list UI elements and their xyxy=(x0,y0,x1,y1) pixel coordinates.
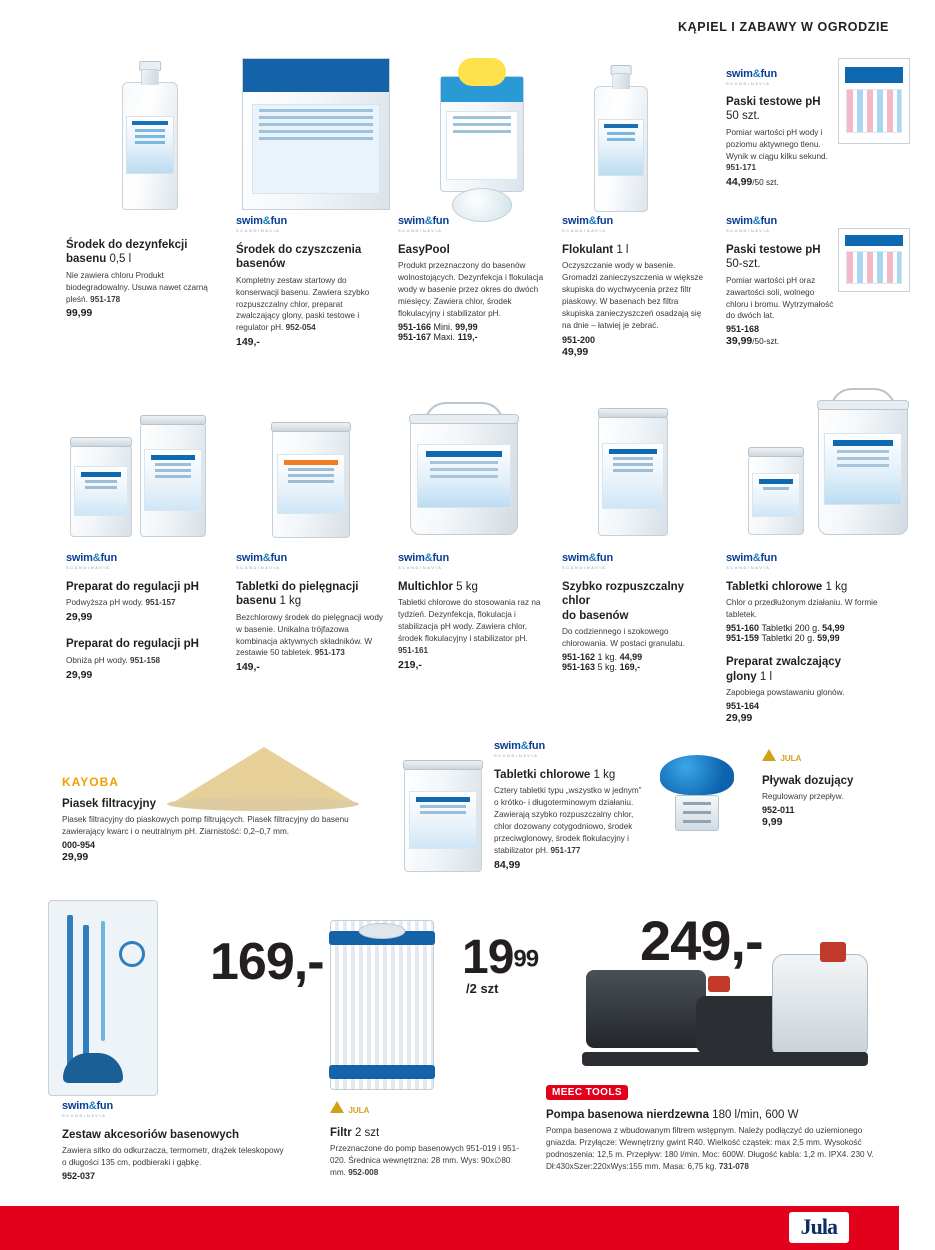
product-description: Zapobiega powstawaniu glonów. xyxy=(726,687,845,697)
product-title: Preparat do regulacji pH xyxy=(66,581,199,593)
product-price: 29,99 xyxy=(62,851,89,864)
footer-corner xyxy=(899,1206,935,1250)
product-block-szybki-chlor xyxy=(562,552,712,672)
brand-logo-swim-fun: swim&fun SCANDINAVIA xyxy=(236,552,287,570)
product-title: Tabletki do pielęgnacji basenu 1 kg xyxy=(236,581,359,608)
brand-logo-swim-fun: swim&fun SCANDINAVIA xyxy=(398,552,449,570)
product-block-flokulant xyxy=(562,215,712,358)
product-price: 219,- xyxy=(398,658,422,671)
product-title: Środek do czyszczenia basenów xyxy=(236,244,362,271)
product-block-tabletki-pielegnacja xyxy=(236,552,386,673)
product-article: 951-168 xyxy=(726,324,760,335)
product-price: 9,99 xyxy=(762,816,783,829)
brand-logo-jula-small: JULA xyxy=(762,748,902,766)
product-price: 44,99/50 szt. xyxy=(726,176,779,189)
product-description: Oczyszczanie wody w basenie. Gromadzi zanieczyszczenia w większe skupiska do wychwycenia przez filtr piaskowy. W basenach bez filtra skupiska zanieczyszczeń osadzają się na dnie – łatwiej je zebrać. xyxy=(562,261,704,330)
brand-logo-swim-fun: swim&fun SCANDINAVIA xyxy=(726,68,777,86)
product-price: 149,- xyxy=(236,661,260,674)
product-image-tabletki-chlorowe xyxy=(748,395,908,537)
product-price: 49,99 xyxy=(562,345,589,358)
product-description: Cztery tabletki typu „wszystko w jednym” o krótko- i długoterminowym działaniu. Zawierają szybko rozpuszczalny chlor, chlor dozowany cotygodniowo, środek przeciwglonowy, środek flokulacyjny i stabilizator pH. 951-177 xyxy=(494,786,642,855)
product-title: Pływak dozujący xyxy=(762,775,854,787)
brand-logo-swim-fun: swim&fun SCANDINAVIA xyxy=(562,552,613,570)
product-description: Do codziennego i szokowego chlorowania. W postaci granulatu. xyxy=(562,627,685,649)
page-number: 33 xyxy=(874,1217,895,1237)
product-image-czyszczenie xyxy=(242,58,390,210)
brand-logo-swim-fun: swim&fun SCANDINAVIA xyxy=(66,552,117,570)
page-title: KĄPIEL I ZABAWY W OGRODZIE xyxy=(678,20,889,34)
product-price: 99,99 xyxy=(66,307,93,320)
price-pompa: 249,- xyxy=(640,909,763,972)
product-description: Przeznaczone do pomp basenowych 951-019 i 951-020. Średnica wewnętrzna: 28 mm. Wys: 90x∅80 mm. 952-008 xyxy=(330,1144,519,1178)
product-description: Zawiera sitko do odkurzacza, termometr, drążek teleskopowy o długości 135 cm, podbieraki i gąbkę. xyxy=(62,1146,284,1168)
product-title: Multichlor 5 kg xyxy=(398,581,478,593)
product-price: 29,99 xyxy=(66,611,93,624)
product-price-line: 951-167 Maxi. 119,- xyxy=(398,331,478,342)
product-price-line: 951-159 Tabletki 20 g. 59,99 xyxy=(726,633,840,644)
brand-logo-swim-fun: swim&fun SCANDINAVIA xyxy=(62,1100,113,1118)
price-filtr: 1999 /2 szt xyxy=(462,931,539,996)
product-block-regulacja-ph-157 xyxy=(66,552,216,681)
product-article: 952-037 xyxy=(62,1171,96,1182)
product-title: Preparat do regulacji pH xyxy=(66,638,199,651)
brand-logo-swim-fun: swim&fun SCANDINAVIA xyxy=(398,215,449,233)
product-title: Zestaw akcesoriów basenowych xyxy=(62,1129,240,1141)
product-image-easypool xyxy=(432,52,528,212)
product-article: 952-011 xyxy=(762,805,795,816)
product-price-line: 951-163 5 kg. 169,- xyxy=(562,661,641,672)
product-description: Tabletki chlorowe do stosowania raz na tydzień. Dezynfekcja, flokulacja i stabilizacja pH wody. Zawiera chlor, środek flokulacyjny i stabilizator pH. 951-161 xyxy=(398,598,541,655)
product-block-dezynfekcja xyxy=(66,238,216,319)
product-title: Preparat zwalczający glony 1 l xyxy=(726,656,842,683)
product-description: Produkt przeznaczony do basenów wolnostojących. Dezynfekcja i flokulacja wody w basenie przez okres do dwóch miesięcy. Zawiera chlor, środek flokulacyjny i stabilizator pH. xyxy=(398,261,544,318)
product-block-pompa xyxy=(546,1082,886,1175)
product-title: Paski testowe pH 50 szt. xyxy=(726,96,821,123)
product-description: Pomiar wartości pH wody i poziomu aktywnego tlenu. Wynik w ciągu kilku sekund. 951-171 xyxy=(726,127,828,173)
product-block-filtr xyxy=(330,1100,520,1181)
product-price: 84,99 xyxy=(494,858,521,871)
product-block-czyszczenie xyxy=(236,215,386,348)
product-title: EasyPool xyxy=(398,244,450,256)
brand-logo-swim-fun: swim&fun SCANDINAVIA xyxy=(236,215,287,233)
product-description: Piasek filtracyjny do piaskowych pomp filtrujących. Piasek filtracyjny do basenu zawierający kwarc i o neutralnym pH. Ziarnistość: 0,2–0,7 mm. xyxy=(62,815,349,837)
brand-logo-jula-small: JULA xyxy=(330,1100,520,1118)
product-price: 29,99 xyxy=(726,711,753,724)
product-price-line: 951-166 Mini. 99,99 xyxy=(398,321,478,332)
product-title: Piasek filtracyjny xyxy=(62,798,156,810)
brand-logo-meec: MEEC TOOLS xyxy=(546,1085,628,1100)
product-article: 951-164 xyxy=(726,700,760,711)
brand-logo-kayoba: KAYOBA xyxy=(62,775,119,789)
product-title: Paski testowe pH 50-szt. xyxy=(726,244,821,271)
product-block-easypool xyxy=(398,215,546,342)
product-block-plywak xyxy=(762,748,902,828)
brand-logo-swim-fun: swim&fun SCANDINAVIA xyxy=(726,215,777,233)
product-title: Szybko rozpuszczalny chlor do basenów xyxy=(562,581,685,622)
product-title: Flokulant 1 l xyxy=(562,244,629,256)
product-image-plywak xyxy=(660,755,734,831)
product-title: Tabletki chlorowe 1 kg xyxy=(494,769,616,781)
product-image-tabletki-chlorowe-b xyxy=(404,760,482,872)
product-block-multichlor xyxy=(398,552,546,671)
product-block-zestaw-akcesoriow xyxy=(62,1100,290,1181)
product-title: Tabletki chlorowe 1 kg xyxy=(726,581,848,593)
product-image-multichlor xyxy=(404,395,524,537)
product-block-tabletki-chlorowe-b xyxy=(494,740,644,871)
product-title: Pompa basenowa nierdzewna 180 l/min, 600 W xyxy=(546,1109,799,1121)
price-zestaw-akcesoriow: 169,- xyxy=(210,933,324,991)
product-image-paski-ph-50szt xyxy=(838,58,910,144)
product-article: 951-200 xyxy=(562,334,596,345)
product-block-tabletki-chlorowe-a xyxy=(726,552,886,724)
product-image-regulacja-ph xyxy=(70,405,210,535)
product-price: 29,99 xyxy=(66,668,93,681)
product-price-line: 951-162 1 kg. 44,99 xyxy=(562,651,643,662)
product-price: 149,- xyxy=(236,336,260,349)
product-description: Pomiar wartości pH oraz zawartości soli, wolnego chloru i bromu. Wytrzymałość do dwóch lat. xyxy=(726,275,834,321)
product-description: Bezchlorowy środek do pielęgnacji wody w basenie. Unikalna trójfazowa kombinacja aktywnych składników. W zestawie 50 tabletek. 951-173 xyxy=(236,612,383,658)
product-article: 000-954 xyxy=(62,840,96,851)
brand-logo-swim-fun: swim&fun SCANDINAVIA xyxy=(494,740,545,758)
product-image-paski-ph-50 xyxy=(838,228,910,292)
product-price-line: 951-160 Tabletki 200 g. 54,99 xyxy=(726,623,845,634)
product-image-flokulant xyxy=(586,62,656,212)
product-block-paski-ph-50szt xyxy=(726,68,836,188)
product-title: Środek do dezynfekcji basenu 0,5 l xyxy=(66,239,188,266)
product-image-filtr xyxy=(330,920,434,1090)
product-title: Filtr 2 szt xyxy=(330,1127,380,1139)
product-image-tabletki-pielegnacja xyxy=(272,420,350,538)
product-description: Nie zawiera chloru Produkt biodegradowalny. Usuwa nawet czarną pleśń. 951-178 xyxy=(66,270,208,304)
product-description: Obniża pH wody. 951-158 xyxy=(66,655,161,665)
product-image-zestaw-akcesoriow xyxy=(48,900,158,1096)
product-price: 39,99/50-szt. xyxy=(726,335,780,348)
product-image-dezynfekcja xyxy=(112,60,186,210)
product-block-piasek xyxy=(62,775,382,863)
product-block-paski-ph-50 xyxy=(726,215,836,347)
product-description: Kompletny zestaw startowy do konserwacji basenu. Zawiera szybko rozpuszczalny chlor, preparat zwalczający glony, paski testowe i regulator pH. 952-054 xyxy=(236,275,370,333)
jula-logo: Jula xyxy=(789,1212,849,1243)
brand-logo-swim-fun: swim&fun SCANDINAVIA xyxy=(726,552,777,570)
product-description: Podwyższa pH wody. 951-157 xyxy=(66,598,176,608)
product-description: Pompa basenowa z wbudowanym filtrem wstępnym. Należy podłączyć do uziemionego gniazda. Przyłącze: Wewnętrzny gwint R40. Wielkość cząstek: max 2,5 mm. Wysokość podnoszenia: 12,5 m. Przepływ: 180 l/min. Moc: 600W. Długość kabla: 1,2 m. IPX4. 230 V. Dł:430xSzer:220xWys:155 mm. Masa: 6,75 kg. 731-078 xyxy=(546,1126,874,1172)
product-image-szybki-chlor xyxy=(598,408,668,536)
product-description: Chlor o przedłużonym działaniu. W formie tabletek. xyxy=(726,598,878,620)
brand-logo-swim-fun: swim&fun SCANDINAVIA xyxy=(562,215,613,233)
product-description: Regulowany przepływ. xyxy=(762,792,844,802)
